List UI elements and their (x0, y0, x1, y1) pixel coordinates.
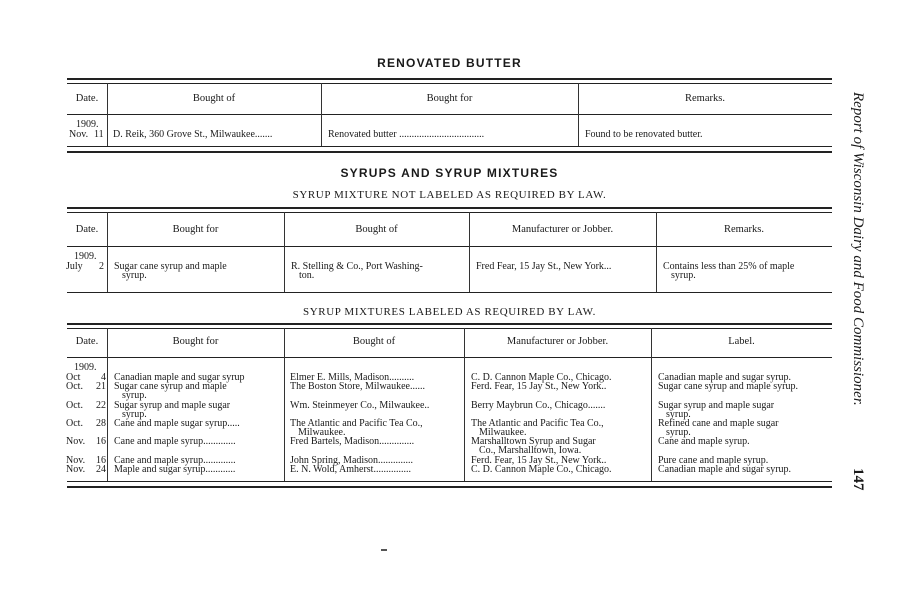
manufacturer-cell: Fred Fear, 15 Jay St., New York... (476, 261, 612, 272)
day-cell: 22 (96, 400, 106, 411)
bought-of-cell: Milwaukee. (298, 427, 346, 438)
table-bottom-rule (67, 146, 832, 147)
column-header-manufacturer: Manufacturer or Jobber. (511, 224, 614, 235)
bought-of-cell: ton. (299, 270, 315, 281)
bought-for-cell: Cane and maple syrup............. (114, 436, 236, 447)
label-cell: Refined cane and maple sugar (658, 418, 779, 429)
month-cell: Oct. (66, 400, 83, 411)
month-cell: Nov. (66, 455, 86, 466)
column-divider (464, 328, 465, 481)
bought-of-cell: D. Reik, 360 Grove St., Milwaukee....... (113, 129, 273, 140)
day-cell: 4 (101, 372, 106, 383)
table-top-rule (67, 328, 832, 329)
remarks-cell: Found to be renovated butter. (585, 129, 703, 140)
day-cell: 16 (96, 455, 106, 466)
manufacturer-cell: C. D. Cannon Maple Co., Chicago. (471, 464, 612, 475)
bought-for-cell: Renovated butter .................................. (328, 129, 485, 140)
label-cell: Canadian maple and sugar syrup. (658, 464, 792, 475)
month-cell: Oct (66, 372, 81, 383)
bought-for-cell: Sugar cane syrup and maple (114, 381, 227, 392)
label-cell: Pure cane and maple syrup. (658, 455, 769, 466)
bought-for-cell: syrup. (122, 270, 147, 281)
column-header-bought-for: Bought for (172, 224, 219, 235)
column-header-bought-of: Bought of (352, 336, 396, 347)
bought-of-cell: R. Stelling & Co., Port Washing- (291, 261, 423, 272)
month-cell: July (66, 261, 83, 272)
month-cell: Nov. (69, 129, 89, 140)
column-divider (651, 328, 652, 481)
table1-subtitle: SYRUP MIXTURE NOT LABELED AS REQUIRED BY LAW. (292, 189, 607, 201)
table-top-rule (67, 323, 832, 325)
bought-for-cell: syrup. (122, 409, 147, 420)
table-bottom-rule (67, 481, 832, 482)
day-cell: 24 (96, 464, 106, 475)
printer-mark (381, 549, 387, 551)
column-header-bought-of: Bought of (355, 224, 398, 235)
month-cell: Nov. (66, 464, 86, 475)
column-header-date: Date. (75, 93, 99, 104)
running-head: Report of Wisconsin Dairy and Food Commissioner. (850, 92, 866, 406)
manufacturer-cell: The Atlantic and Pacific Tea Co., (471, 418, 604, 429)
column-header-label: Label. (728, 336, 755, 347)
label-cell: Sugar cane syrup and maple syrup. (658, 381, 798, 392)
bought-for-cell: Sugar syrup and maple sugar (114, 400, 231, 411)
column-header-bought-for: Bought for (172, 336, 219, 347)
bought-of-cell: The Boston Store, Milwaukee...... (290, 381, 425, 392)
table-bottom-rule (67, 486, 832, 488)
day-cell: 21 (96, 381, 106, 392)
day-cell: 11 (94, 129, 104, 140)
manufacturer-cell: Marshalltown Syrup and Sugar (471, 436, 596, 447)
year-cell: 1909. (74, 251, 97, 262)
bought-of-cell: Elmer E. Mills, Madison.......... (290, 372, 415, 383)
table2-subtitle: SYRUP MIXTURES LABELED AS REQUIRED BY LAW. (303, 306, 596, 318)
renovated-butter-title: RENOVATED BUTTER (377, 56, 522, 70)
day-cell: 28 (96, 418, 106, 429)
column-header-bought-of: Bought of (192, 93, 236, 104)
month-cell: Oct. (66, 418, 83, 429)
manufacturer-cell: Milwaukee. (479, 427, 527, 438)
column-divider (284, 328, 285, 481)
column-header-remarks: Remarks. (724, 224, 764, 235)
year-cell: 1909. (74, 362, 97, 373)
table-top-rule (67, 207, 832, 209)
header-bottom-rule (67, 114, 832, 115)
column-header-date: Date. (75, 336, 99, 347)
table-bottom-rule (67, 151, 832, 153)
remarks-cell: Contains less than 25% of maple (663, 261, 795, 272)
manufacturer-cell: Berry Maybrun Co., Chicago....... (471, 400, 606, 411)
bought-of-cell: Fred Bartels, Madison.............. (290, 436, 415, 447)
table-top-rule (67, 83, 832, 84)
column-header-bought-for: Bought for (426, 93, 473, 104)
bought-for-cell: Maple and sugar syrup............ (114, 464, 236, 475)
table-top-rule (67, 212, 832, 213)
column-header-manufacturer: Manufacturer or Jobber. (506, 336, 609, 347)
label-cell: Canadian maple and sugar syrup. (658, 372, 792, 383)
header-bottom-rule (67, 357, 832, 358)
page-number: 147 (850, 468, 866, 491)
bought-of-cell: The Atlantic and Pacific Tea Co., (290, 418, 423, 429)
manufacturer-cell: Co., Marshalltown, Iowa. (479, 445, 582, 456)
day-cell: 2 (99, 261, 104, 272)
column-divider (107, 328, 108, 481)
remarks-cell: syrup. (671, 270, 696, 281)
column-header-date: Date. (75, 224, 99, 235)
manufacturer-cell: Ferd. Fear, 15 Jay St., New York.. (471, 455, 607, 466)
bought-for-cell: syrup. (122, 390, 147, 401)
bought-of-cell: Wm. Steinmeyer Co., Milwaukee.. (290, 400, 430, 411)
label-cell: Cane and maple syrup. (658, 436, 750, 447)
label-cell: syrup. (666, 427, 691, 438)
header-bottom-rule (67, 246, 832, 247)
label-cell: syrup. (666, 409, 691, 420)
month-cell: Nov. (66, 436, 86, 447)
column-header-remarks: Remarks. (685, 93, 725, 104)
manufacturer-cell: C. D. Cannon Maple Co., Chicago. (471, 372, 612, 383)
bought-for-cell: Sugar cane syrup and maple (114, 261, 227, 272)
syrups-title: SYRUPS AND SYRUP MIXTURES (340, 166, 559, 180)
bought-for-cell: Cane and maple syrup............. (114, 455, 236, 466)
bought-of-cell: E. N. Wold, Amherst............... (290, 464, 411, 475)
month-cell: Oct. (66, 381, 83, 392)
table-bottom-rule (67, 292, 832, 293)
table-top-rule (67, 78, 832, 80)
bought-of-cell: John Spring, Madison.............. (290, 455, 414, 466)
day-cell: 16 (96, 436, 106, 447)
label-cell: Sugar syrup and maple sugar (658, 400, 775, 411)
bought-for-cell: Canadian maple and sugar syrup (114, 372, 245, 383)
manufacturer-cell: Ferd. Fear, 15 Jay St., New York.. (471, 381, 607, 392)
bought-for-cell: Cane and maple sugar syrup..... (114, 418, 240, 429)
year-cell: 1909. (76, 119, 99, 130)
